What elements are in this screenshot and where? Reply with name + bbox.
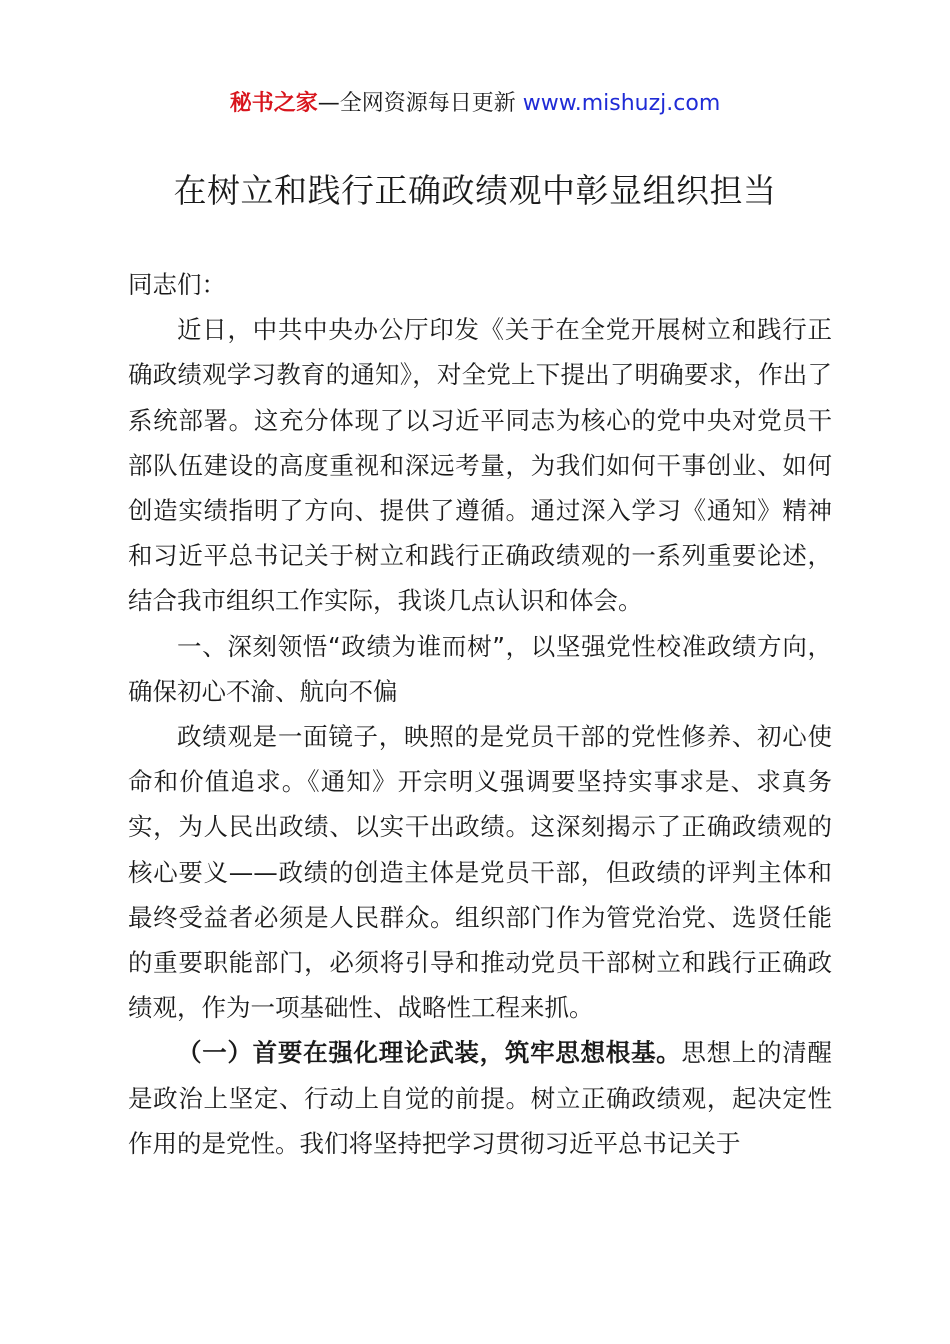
subsection-heading: （一）首要在强化理论武装，筑牢思想根基。 (177, 1038, 682, 1068)
document-body (128, 262, 832, 1166)
paragraph-section-body: 政绩观是一面镜子，映照的是党员干部的党性修养、初心使命和价值追求。《通知》开宗明义强调要坚持实事求是、求真务实，为人民出政绩、以实干出政绩。这深刻揭示了正确政绩观的核心要义——政绩的创造主体是党员干部，但政绩的评判主体和最终受益者必须是人民群众。组织部门作为管党治党、选贤任能的重要职能部门，必须将引导和推动党员干部树立和践行正确政绩观，作为一项基础性、战略性工程来抓。 (128, 722, 832, 1023)
site-tagline: —全网资源每日更新 (317, 91, 523, 116)
subsection-text: 思想上的清醒是政治上坚定、行动上自觉的前提。树立正确政绩观，起决定性作用的是党性。我们将坚持把学习贯彻习近平总书记关于 (128, 1038, 833, 1158)
paragraph-intro: 近日，中共中央办公厅印发《关于在全党开展树立和践行正确政绩观学习教育的通知》，对全党上下提出了明确要求，作出了系统部署。这充分体现了以习近平同志为核心的党中央对党员干部队伍建设的高度重视和深远考量，为我们如何干事创业、如何创造实绩指明了方向、提供了遵循。通过深入学习《通知》精神和习近平总书记关于树立和践行正确政绩观的一系列重要论述，结合我市组织工作实际，我谈几点认识和体会。 (128, 315, 832, 616)
document-title: 在树立和践行正确政绩观中彰显组织担当 (173, 171, 777, 210)
section-heading: 一、深刻领悟“政绩为谁而树”，以坚强党性校准政绩方向，确保初心不渝、航向不偏 (128, 631, 832, 706)
site-header (0, 86, 950, 122)
salutation: 同志们： (128, 270, 226, 299)
paragraph-subsection (128, 1030, 832, 1166)
brand-name: 秘书之家 (229, 91, 318, 116)
site-url-link[interactable]: www.mishuzj.com (522, 91, 721, 116)
